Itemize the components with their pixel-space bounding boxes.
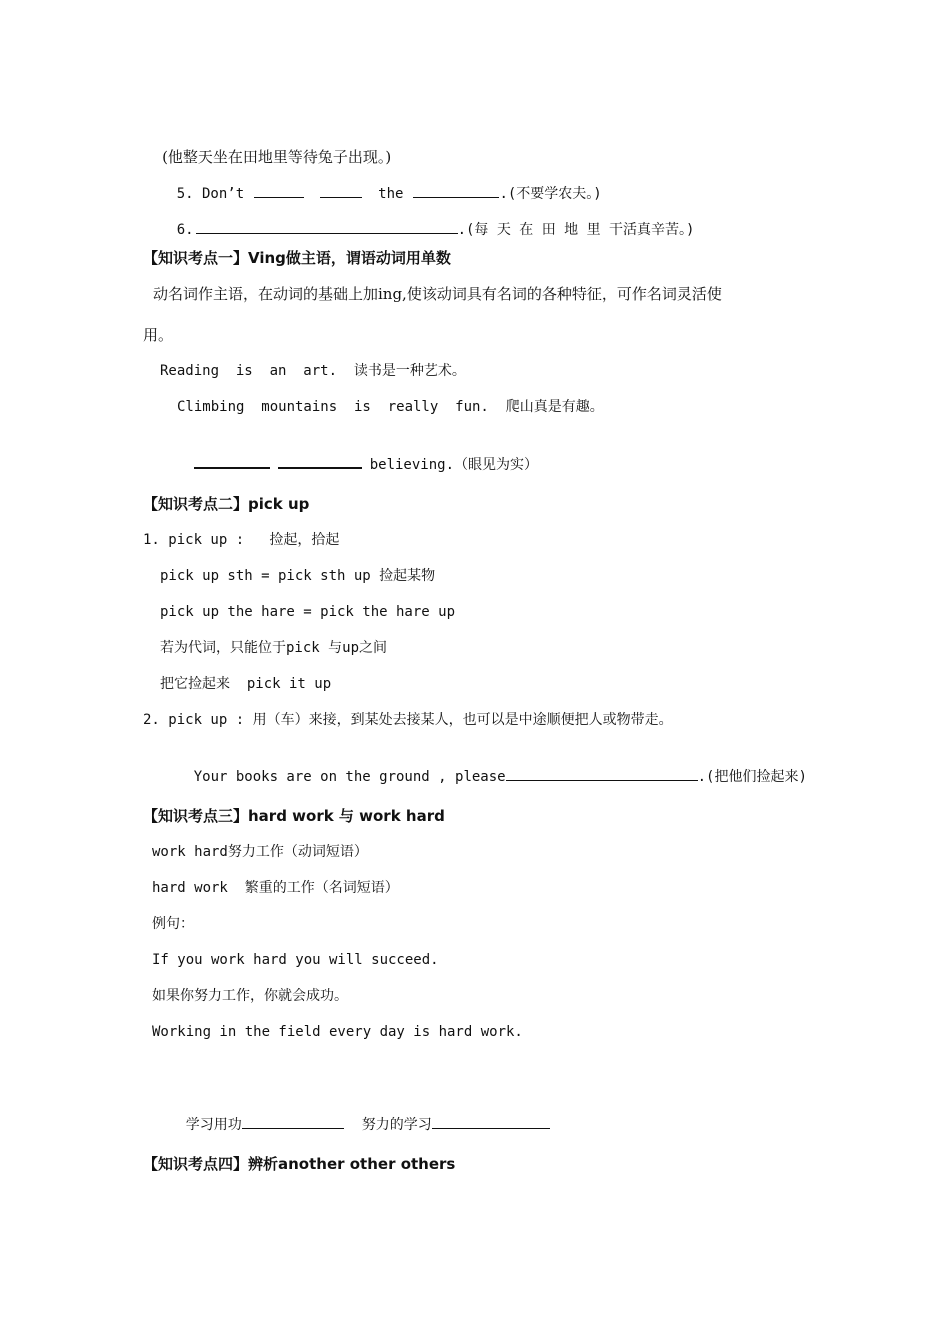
example-sentence-blanks <box>160 433 538 495</box>
example-sentence: Reading is an art. 读书是一种艺术。 <box>160 363 466 379</box>
exercise-line <box>152 1094 550 1155</box>
text: 学习用功 <box>185 1117 242 1133</box>
list-item: 例句： <box>152 916 194 932</box>
text: the <box>378 186 404 202</box>
text: Your books are on the ground , please <box>193 769 506 785</box>
list-item: hard work 繁重的工作（名词短语） <box>152 880 399 896</box>
answer-blank[interactable] <box>194 453 270 469</box>
text: (他整天坐在田地里等待兔子出现。) <box>162 148 392 166</box>
text: .(每 天 在 田 地 里 干活真辛苦。) <box>457 222 695 238</box>
section-heading-4: 【知识考点四】辨析another other others <box>143 1155 456 1173</box>
answer-blank[interactable] <box>196 219 458 234</box>
text: 6. <box>176 222 194 238</box>
answer-blank[interactable] <box>278 453 362 469</box>
example-sentence: Climbing mountains is really fun. 爬山真是有趣。 <box>177 399 604 415</box>
list-item: 若为代词，只能位于pick 与up之间 <box>160 640 388 656</box>
section-heading-1: 【知识考点一】Ving做主语，谓语动词用单数 <box>143 249 451 267</box>
example-sentence: Working in the field every day is hard work. <box>152 1024 523 1040</box>
answer-blank[interactable] <box>506 766 698 781</box>
paragraph: 动名词作主语，在动词的基础上加ing,使该动词具有名词的各种特征，可作名词灵活使 <box>153 285 722 303</box>
list-item: pick up the hare = pick the hare up <box>160 604 456 620</box>
section-heading-3: 【知识考点三】hard work 与 work hard <box>143 807 445 825</box>
text: .(不要学农夫。) <box>499 186 602 202</box>
list-item: 2. pick up : 用（车）来接，到某处去接某人，也可以是中途顺便把人或物带走。 <box>143 712 673 728</box>
text: 努力的学习 <box>361 1117 432 1133</box>
answer-blank[interactable] <box>413 183 499 198</box>
text: 5. Don’t <box>176 186 245 202</box>
section-heading-2: 【知识考点二】pick up <box>143 495 310 513</box>
example-sentence: If you work hard you will succeed. <box>152 952 439 968</box>
list-item: 把它捡起来 pick it up <box>160 676 332 692</box>
paragraph: 用。 <box>143 326 174 344</box>
list-item: work hard努力工作（动词短语） <box>152 844 368 860</box>
answer-blank[interactable] <box>432 1114 550 1129</box>
exercise-line <box>160 746 807 807</box>
list-item: pick up sth = pick sth up 捡起某物 <box>160 568 436 584</box>
answer-blank[interactable] <box>254 183 304 198</box>
text: believing.（眼见为实） <box>369 457 539 473</box>
answer-blank[interactable] <box>242 1114 344 1129</box>
list-item: 1. pick up : 捡起，拾起 <box>143 532 340 548</box>
example-sentence: 如果你努力工作，你就会成功。 <box>152 988 348 1004</box>
answer-blank[interactable] <box>320 183 362 198</box>
text: .(把他们捡起来) <box>697 769 807 785</box>
